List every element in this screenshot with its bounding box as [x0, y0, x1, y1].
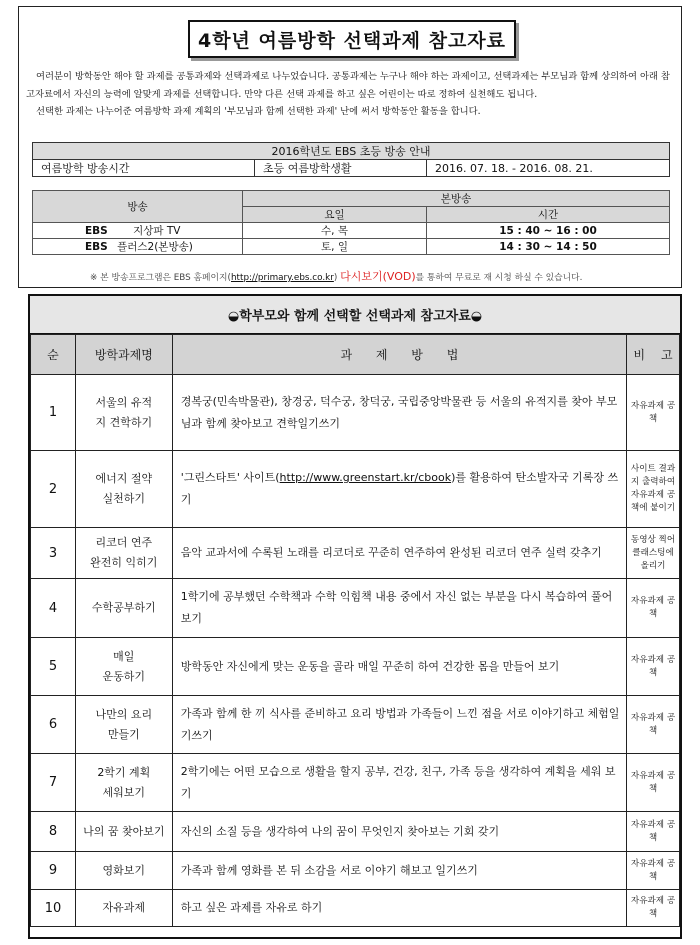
channel-sub: 지상파 TV — [133, 225, 181, 237]
assignment-name: 에너지 절약 실천하기 — [75, 451, 172, 528]
row-number: 7 — [31, 754, 76, 812]
assignment-name: 서울의 유적 지 견학하기 — [75, 375, 172, 451]
row-number: 8 — [31, 812, 76, 852]
assignment-name: 나만의 요리 만들기 — [75, 696, 172, 754]
table-row — [31, 812, 680, 852]
row-number: 6 — [31, 696, 76, 754]
row-number: 1 — [31, 375, 76, 451]
table-row — [31, 852, 680, 890]
intro-paragraph-1: 여러분이 방학동안 해야 할 과제를 공통과제와 선택과제로 나누었습니다. 공통과제는 누구나 해야 하는 과제이고, 선택과제는 부모님과 함께 상의하여 아래 참고자료에서 자신의 능력에 알맞게 과제를 선택합니다. 만약 다른 선택 과제를 하고 싶은 어린이는 따로 정하여 실천해도 됩니다. — [26, 71, 670, 100]
day-col-header: 요일 — [243, 207, 427, 223]
assignment-method: 하고 싶은 과제를 자유로 하기 — [172, 890, 626, 927]
main-section-title: ◒학부모와 함께 선택할 선택과제 참고자료◒ — [30, 296, 680, 334]
row-number: 9 — [31, 852, 76, 890]
assignment-remark: 자유과제 공책 — [627, 812, 680, 852]
assignment-name: 나의 꿈 찾아보기 — [75, 812, 172, 852]
assignment-method: 가족과 함께 영화를 본 뒤 소감을 서로 이야기 해보고 일기쓰기 — [172, 852, 626, 890]
table-row — [31, 890, 680, 927]
assignment-name: 2학기 계획 세워보기 — [75, 754, 172, 812]
assignment-method: 경복궁(민속박물관), 창경궁, 덕수궁, 창덕궁, 국립중앙박물관 등 서울의 유적지를 찾아 부모님과 함께 찾아보고 견학일기쓰기 — [172, 375, 626, 451]
assignment-remark: 자유과제 공책 — [627, 696, 680, 754]
channel-name: EBS — [85, 241, 108, 253]
ebs-period: 2016. 07. 18. - 2016. 08. 21. — [427, 160, 670, 177]
vod-note: ※ 본 방송프로그램은 EBS 홈페이지(http://primary.ebs.co.kr) 다시보기(VOD)를 통하여 무료로 재 시청 하실 수 있습니다. — [90, 270, 583, 283]
vod-highlight: 다시보기(VOD) — [340, 270, 416, 283]
assignment-method: 가족과 함께 한 끼 식사를 준비하고 요리 방법과 가족들이 느낀 점을 서로 이야기하고 체험일기쓰기 — [172, 696, 626, 754]
table-row — [31, 451, 680, 528]
broadcast-row — [33, 223, 670, 239]
assignment-method: 1학기에 공부했던 수학책과 수학 익힘책 내용 중에서 자신 없는 부분을 다시 복습하여 풀어보기 — [172, 579, 626, 638]
main-broadcast-header: 본방송 — [243, 191, 670, 207]
assignment-remark: 자유과제 공책 — [627, 638, 680, 696]
row-number: 5 — [31, 638, 76, 696]
table-row — [31, 375, 680, 451]
ebs-label-broadcast-time: 여름방학 방송시간 — [33, 160, 255, 177]
table-header-row — [31, 335, 680, 375]
row-number: 3 — [31, 528, 76, 579]
col-header-remark: 비 고 — [627, 335, 680, 375]
assignment-remark: 동영상 찍어 클래스팅에 올리기 — [627, 528, 680, 579]
time-col-header: 시간 — [427, 207, 670, 223]
intro-paragraph-2: 선택한 과제는 나누어준 여름방학 과제 계획의 '부모님과 함께 선택한 과제' 난에 써서 방학동안 활동을 합니다. — [36, 106, 481, 117]
broadcast-day: 토, 일 — [243, 239, 427, 255]
table-row — [31, 638, 680, 696]
broadcast-col-header: 방송 — [33, 191, 243, 223]
assignment-table — [30, 334, 680, 927]
assignment-method: '그린스타트' 사이트(http://www.greenstart.kr/cbook)를 활용하여 탄소발자국 기록장 쓰기 — [172, 451, 626, 528]
broadcast-row — [33, 239, 670, 255]
assignment-name: 리코더 연주 완전히 익히기 — [75, 528, 172, 579]
table-row — [31, 754, 680, 812]
ebs-schedule-table — [32, 142, 670, 177]
table-row — [31, 696, 680, 754]
ebs-header: 2016학년도 EBS 초등 방송 안내 — [33, 143, 670, 160]
broadcast-time: 15 : 40 ~ 16 : 00 — [427, 223, 670, 239]
assignment-name: 영화보기 — [75, 852, 172, 890]
assignment-remark: 자유과제 공책 — [627, 852, 680, 890]
broadcast-day: 수, 목 — [243, 223, 427, 239]
broadcast-table — [32, 190, 670, 255]
assignment-method: 자신의 소질 등을 생각하여 나의 꿈이 무엇인지 찾아보는 기회 갖기 — [172, 812, 626, 852]
col-header-name: 방학과제명 — [75, 335, 172, 375]
assignment-name: 매일 운동하기 — [75, 638, 172, 696]
row-number: 2 — [31, 451, 76, 528]
row-number: 10 — [31, 890, 76, 927]
table-row — [31, 579, 680, 638]
assignment-remark: 자유과제 공책 — [627, 375, 680, 451]
broadcast-time: 14 : 30 ~ 14 : 50 — [427, 239, 670, 255]
assignment-name: 자유과제 — [75, 890, 172, 927]
table-row — [31, 528, 680, 579]
ebs-label-program: 초등 여름방학생활 — [255, 160, 427, 177]
assignment-name: 수학공부하기 — [75, 579, 172, 638]
channel-sub: 플러스2(본방송) — [117, 241, 193, 253]
page-title: 4학년 여름방학 선택과제 참고자료 — [188, 20, 516, 58]
intro-text — [26, 68, 674, 121]
assignment-remark: 자유과제 공책 — [627, 579, 680, 638]
assignment-method: 음악 교과서에 수록된 노래를 리코더로 꾸준히 연주하여 완성된 리코더 연주 실력 갖추기 — [172, 528, 626, 579]
assignment-method: 2학기에는 어떤 모습으로 생활을 할지 공부, 건강, 친구, 가족 등을 생각하여 계획을 세워 보기 — [172, 754, 626, 812]
assignment-remark: 사이트 결과지 출력하여 자유과제 공책에 붙이기 — [627, 451, 680, 528]
row-number: 4 — [31, 579, 76, 638]
assignment-remark: 자유과제 공책 — [627, 890, 680, 927]
assignment-method: 방학동안 자신에게 맞는 운동을 골라 매일 꾸준히 하여 건강한 몸을 만들어 보기 — [172, 638, 626, 696]
col-header-no: 순 — [31, 335, 76, 375]
col-header-method: 과 제 방 법 — [172, 335, 626, 375]
assignment-remark: 자유과제 공책 — [627, 754, 680, 812]
channel-name: EBS — [85, 225, 108, 237]
greenstart-link[interactable]: http://www.greenstart.kr/cbook — [279, 471, 452, 484]
ebs-homepage-link[interactable]: http://primary.ebs.co.kr — [230, 273, 334, 283]
